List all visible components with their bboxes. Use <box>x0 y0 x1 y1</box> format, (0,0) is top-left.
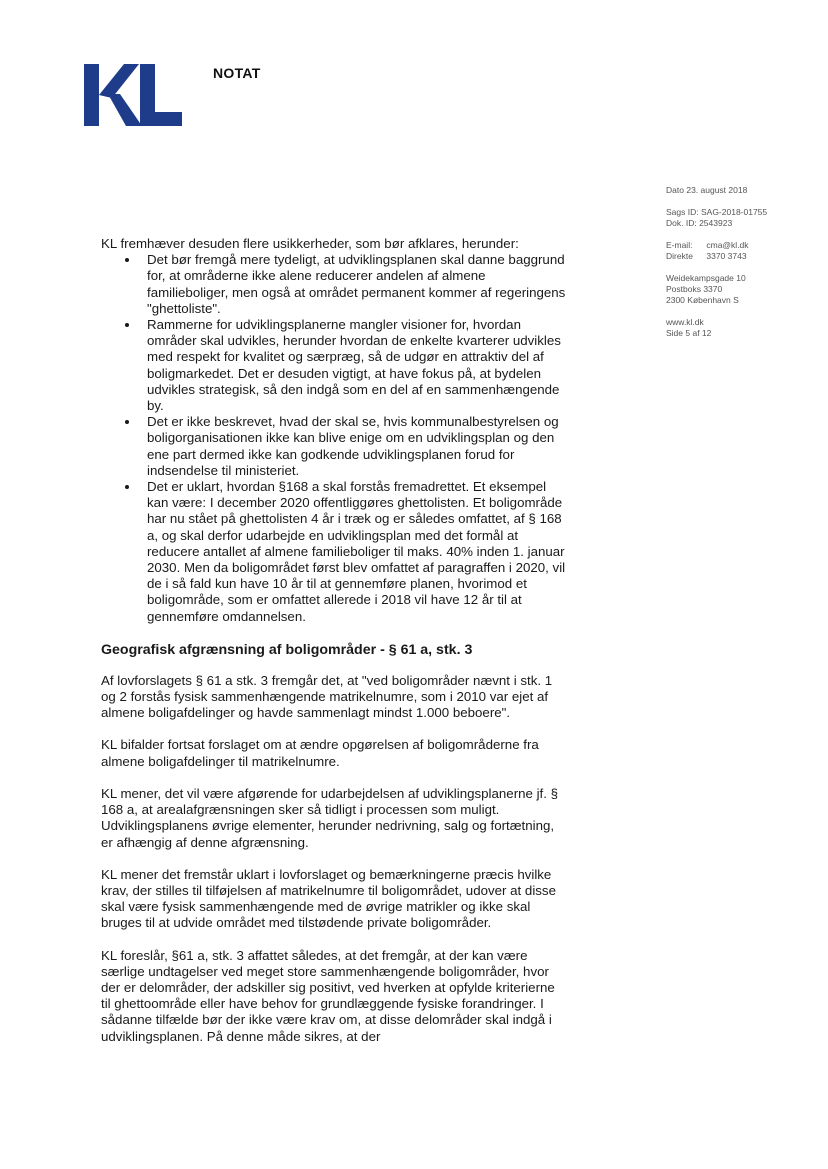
date-group <box>666 185 767 196</box>
body-paragraph: KL foreslår, §61 a, stk. 3 affattet således, at det fremgår, at der kan være særlige undtagelser ved meget store sammenhængende boligområder, hvor der er delområder, der adskiller sig positivt, ved hverken at opfylde kriterierne til ghettoområde eller have behov for grundlæggende fysiske forandringer. I sådanne tilfælde bør der ikke være krav om, at disse delområder skal indgå i udviklingsplanen. På denne måde sikres, at der <box>101 947 555 1044</box>
body-paragraph: KL mener, det vil være afgørende for udarbejdelsen af udviklingsplanerne jf. § 168 a, at arealafgrænsningen sker så tidligt i processen som muligt. Udviklingsplanens øvrige elementer, herunder nedrivning, salg og fortætning, er afhængig af denne afgrænsning. <box>101 785 559 850</box>
page-number: Side 5 af 12 <box>666 328 712 338</box>
web-group <box>666 317 767 339</box>
kl-logo <box>84 64 182 126</box>
section-heading: Geografisk afgrænsning af boligområder - § 61 a, stk. 3 <box>101 641 473 658</box>
phone-value: 3370 3743 <box>706 251 747 261</box>
document-metadata <box>666 185 767 350</box>
email-value[interactable]: cma@kl.dk <box>706 240 749 250</box>
case-id-row <box>666 207 767 218</box>
doc-id-row <box>666 218 767 229</box>
address-group <box>666 273 767 306</box>
list-item: Det bør fremgå mere tydeligt, at udviklingsplanen skal danne baggrund for, at områderne ikke alene reducerer andelen af almene familieboliger, men også at området permanent kommer af regeringens "ghettoliste". <box>147 252 566 316</box>
website-link[interactable]: www.kl.dk <box>666 317 704 327</box>
id-group <box>666 207 767 229</box>
case-id-value: SAG-2018-01755 <box>700 207 768 217</box>
phone-label: Direkte <box>666 251 693 261</box>
list-item: Det er uklart, hvordan §168 a skal forstås fremadrettet. Et eksempel kan være: I december 2020 offentliggøres ghettolisten. Et boligområde har nu stået på ghettolisten 4 år i træk og er således omfattet, af § 168 a, og skal derfor udarbejde en udviklingsplan med det formål at reducere antallet af almene familieboliger til maks. 40% inden 1. januar 2030. Men da boligområdet først blev omfattet af paragraffen i 2020, vil de i så fald kun have 10 år til at gennemføre planen, hvorimod et boligområde, som er omfattet allerede i 2018 vil have 12 år til at gennemføre omdannelsen. <box>147 479 566 624</box>
body-paragraph: KL mener det fremstår uklart i lovforslaget og bemærkningerne præcis hvilke krav, der stilles til tilføjelsen af matrikelnumre til boligområdet, udover at disse skal være fysisk sammenhængende med de øvrige matrikler og ikke skal bruges til at udvide området med tilstødende private boligområder. <box>101 866 556 931</box>
date-row <box>666 185 767 196</box>
contact-group <box>666 240 767 262</box>
list-item: Rammerne for udviklingsplanerne mangler visioner for, hvordan områder skal udvikles, herunder hvordan de enkelte kvarterer udvikles med respekt for kvalitet og særpræg, så de udgør en attraktiv del af boligmarkedet. Det er desuden vigtigt, at have fokus på, at bydelen udvikles strategisk, så den indgå som en del af en sammenhængende by. <box>147 317 566 414</box>
address-line-3: 2300 København S <box>666 295 739 305</box>
concerns-list <box>101 252 566 625</box>
date-value: 23. august 2018 <box>686 185 748 195</box>
list-item: Det er ikke beskrevet, hvad der skal se, hvis kommunalbestyrelsen og boligorganisationen ikke kan blive enige om en udviklingsplan og den ene part dermed ikke kan godkende udviklingsplanen forud for indsendelse til ministeriet. <box>147 414 566 479</box>
document-type-label: NOTAT <box>213 65 261 81</box>
email-label: E-mail: <box>666 240 693 250</box>
body-paragraph: Af lovforslagets § 61 a stk. 3 fremgår det, at "ved boligområder nævnt i stk. 1 og 2 forstås fysisk sammenhængende matrikelnumre, som i 2010 var ejet af almene boligafdelinger og havde sammenlagt mindst 1.000 beboere". <box>101 672 553 721</box>
body-paragraph: KL bifalder fortsat forslaget om at ændre opgørelsen af boligområderne fra almene boligafdelinger til matrikelnumre. <box>101 737 539 769</box>
case-id-label: Sags ID: <box>666 207 699 217</box>
intro-paragraph: KL fremhæver desuden flere usikkerheder, som bør afklares, herunder: <box>101 236 519 251</box>
document-body <box>101 236 566 1061</box>
date-label: Dato <box>666 185 684 195</box>
doc-id-label: Dok. ID: <box>666 218 697 228</box>
email-row <box>666 240 767 251</box>
phone-row <box>666 251 767 262</box>
doc-id-value: 2543923 <box>699 218 733 228</box>
address-line-1: Weidekampsgade 10 <box>666 273 746 283</box>
address-line-2: Postboks 3370 <box>666 284 723 294</box>
